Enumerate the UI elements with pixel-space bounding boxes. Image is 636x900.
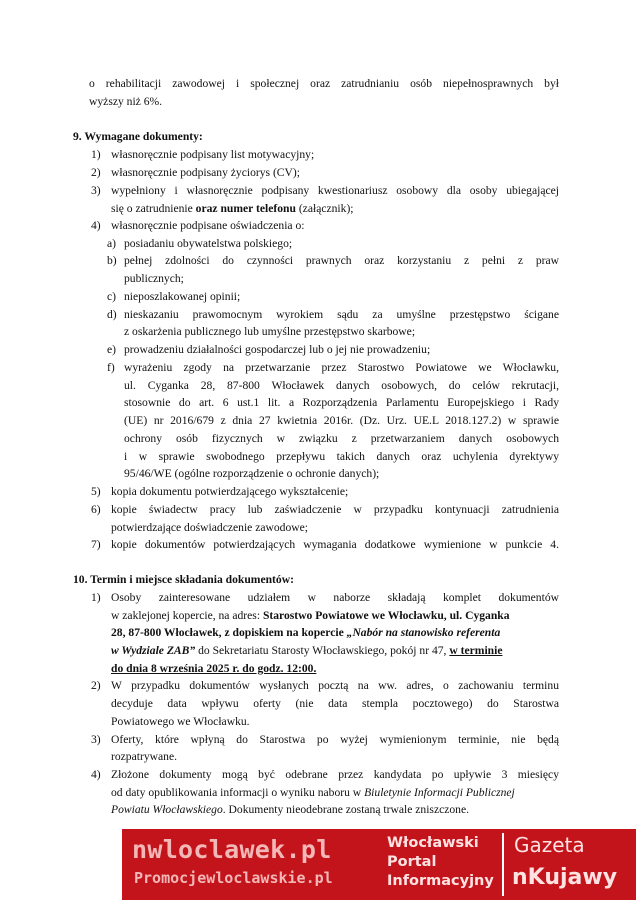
list-number: 7) — [91, 538, 101, 551]
list-number: 1) — [91, 148, 101, 161]
portal-label-line: Portal — [387, 854, 437, 870]
list-number: 3) — [91, 184, 101, 197]
list-item-line: decyduje data wpływu oferty (nie data stempla pocztowego) do Starostwa — [111, 697, 559, 710]
sub-letter: a) — [107, 237, 117, 250]
portal-label-line: Włocławski — [387, 835, 479, 851]
list-item: kopia dokumentu potwierdzającego wykształcenie; — [111, 485, 349, 498]
bold-italic-text: „Nabór na stanowisko referenta — [346, 626, 501, 639]
list-item-line: rozpatrywane. — [111, 750, 177, 763]
sub-item-line: i w sprawie swobodnego przepływu takich danych oraz uchylenia dyrektywy — [124, 450, 559, 463]
list-item: kopie świadectw pracy lub zaświadczenie w przypadku kontynuacji zatrudnienia — [111, 503, 559, 516]
italic-text: Biuletynie Informacji Publicznej — [364, 786, 515, 799]
sub-item-line: z oskarżenia publicznego lub umyślne przestępstwo skarbowe; — [124, 325, 416, 338]
sub-item-line: 95/46/WE (ogólne rozporządzenie o ochronie danych); — [124, 467, 380, 480]
list-item: wypełniony i własnoręcznie podpisany kwestionariusz osobowy dla osoby ubiegającej — [111, 184, 559, 197]
sub-item: nieskazaniu prawomocnym wyrokiem sądu za umyślne przestępstwo ścigane — [124, 308, 559, 321]
list-number: 2) — [91, 679, 101, 692]
portal-label — [387, 834, 494, 891]
sub-letter: e) — [107, 343, 117, 356]
list-item: Oferty, które wpłyną do Starostwa po wyżej wymienionym terminie, nie będą — [111, 733, 559, 746]
sub-letter: c) — [107, 290, 117, 303]
list-number: 3) — [91, 733, 101, 746]
sub-letter: b) — [107, 254, 117, 267]
text-span: (załącznik); — [295, 202, 354, 215]
list-item: Osoby zainteresowane udziałem w naborze składają komplet dokumentów — [111, 591, 559, 604]
sub-item-line: (UE) nr 2016/679 z dnia 27 kwietnia 2016r. (Dz. Urz. UE.L 2018.127.2) w sprawie — [124, 414, 559, 427]
banner-divider — [502, 833, 504, 896]
list-item: W przypadku dokumentów wysłanych pocztą na ww. adres, o zachowaniu terminu — [111, 679, 559, 692]
list-item-line: Powiatowego we Włocławku. — [111, 715, 250, 728]
list-item: własnoręcznie podpisane oświadczenia o: — [111, 219, 305, 232]
deadline-text: w terminie — [449, 644, 503, 657]
sub-item: nieposzlakowanej opinii; — [124, 290, 241, 303]
sub-item-line: stosownie do art. 6 ust.1 lit. a Rozporządzenia Parlamentu Europejskiego i Rady — [124, 396, 559, 409]
list-item-line — [111, 200, 354, 218]
section-9-heading: 9. Wymagane dokumenty: — [73, 130, 203, 143]
gazeta-label: Gazeta — [514, 833, 585, 857]
deadline-text: do dnia 8 września 2025 r. do godz. 12:00. — [111, 662, 317, 675]
sub-item-line: ochrony osób fizycznych w związku z przetwarzaniem danych osobowych — [124, 432, 559, 445]
sub-item: posiadaniu obywatelstwa polskiego; — [124, 237, 293, 250]
list-number: 1) — [91, 591, 101, 604]
text-span: od daty opublikowania informacji o wyniku naboru w — [111, 786, 365, 799]
bold-text: Starostwo Powiatowe we Włocławku, ul. Cyganka — [262, 609, 510, 622]
list-item-line: potwierdzające doświadczenie zawodowe; — [111, 521, 308, 534]
watermark-banner[interactable] — [122, 829, 636, 900]
list-number: 6) — [91, 503, 101, 516]
sub-item: prowadzeniu działalności gospodarczej lub o jej nie prowadzeniu; — [124, 343, 431, 356]
list-item: kopie dokumentów potwierdzających wymagania dodatkowe wymienione w punkcie 4. — [111, 538, 559, 551]
intro-line-1: o rehabilitacji zawodowej i społecznej oraz zatrudnianiu osób niepełnosprawnych był — [89, 77, 559, 90]
list-item-line — [111, 642, 502, 660]
list-number: 2) — [91, 166, 101, 179]
bold-text: oraz numer telefonu — [195, 202, 296, 215]
sub-item-line: publicznych; — [124, 272, 184, 285]
italic-text: Powiatu Włocławskiego — [111, 803, 223, 816]
list-item: własnoręcznie podpisany życiorys (CV); — [111, 166, 300, 179]
bold-italic-text: w Wydziale ZAB” — [111, 644, 196, 657]
text-span: w zaklejonej kopercie, na adres: — [111, 609, 263, 622]
list-item: Złożone dokumenty mogą być odebrane przez kandydata po upływie 3 miesięcy — [111, 768, 559, 781]
portal-label-line: Informacyjny — [387, 873, 494, 889]
section-10-heading: 10. Termin i miejsce składania dokumentów: — [73, 573, 294, 586]
list-item: własnoręcznie podpisany list motywacyjny; — [111, 148, 315, 161]
text-span: do Sekretariatu Starosty Włocławskiego, pokój nr 47, — [195, 644, 450, 657]
list-item-line — [111, 624, 500, 642]
sub-item-line: ul. Cyganka 28, 87-800 Włocławek danych osobowych, do celów rekrutacji, — [124, 379, 559, 392]
sub-item: wyrażeniu zgody na przetwarzanie przez Starostwo Powiatowe we Włocławku, — [124, 361, 559, 374]
promo-logo-text: Promocjewloclawskie.pl — [134, 869, 333, 887]
list-number: 4) — [91, 768, 101, 781]
list-number: 5) — [91, 485, 101, 498]
bold-text: 28, 87-800 Włocławek, z dopiskiem na kopercie — [111, 626, 347, 639]
text-span: . Dokumenty nieodebrane zostaną trwale zniszczone. — [222, 803, 470, 816]
sub-letter: d) — [107, 308, 117, 321]
site-logo-text: nwloclawek.pl — [132, 835, 332, 864]
list-item-line — [111, 784, 515, 802]
list-number: 4) — [91, 219, 101, 232]
list-item-line — [111, 801, 469, 819]
text-span: się o zatrudnienie — [111, 202, 196, 215]
sub-item: pełnej zdolności do czynności prawnych oraz korzystaniu z pełni z praw — [124, 254, 559, 267]
sub-letter: f) — [107, 361, 115, 374]
intro-line-2: wyższy niż 6%. — [89, 95, 163, 108]
nkujawy-logo-text: nKujawy — [512, 865, 618, 890]
list-item-line — [111, 607, 510, 625]
